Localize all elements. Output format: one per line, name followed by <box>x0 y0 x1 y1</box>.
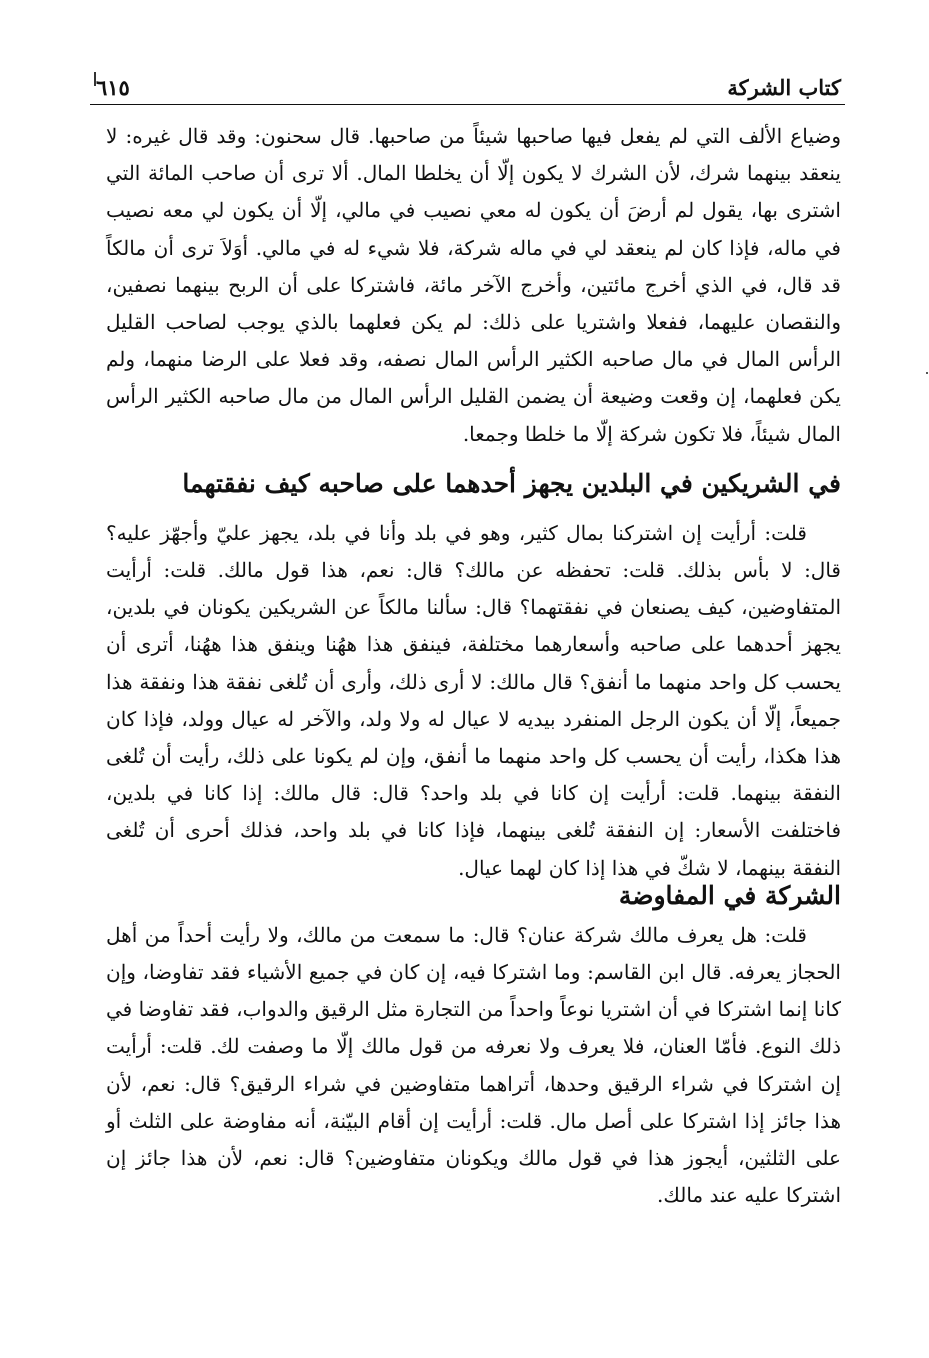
section-heading-partners-two-countries: في الشريكين في البلدين يجهز أحدهما على صاحبه كيف نفقتهما <box>182 468 841 498</box>
margin-tick-mark <box>94 72 96 86</box>
header-divider <box>90 104 845 105</box>
paragraph-continuation: وضياع الألف التي لم يفعل فيها صاحبها شيئاً من صاحبها. قال سحنون: وقد قال غيره: لا ينعقد بينهما شرك، لأن الشرك لا يكون إلّا أن يخلطا المال. ألا ترى أن صاحب المائة التي اشترى بها، يقول لم أرضَ أن يكون له معي نصيب في مالي، إلّا أن يكون لي معه نصيب في ماله، فإذا كان لم ينعقد لي في ماله شركة، فلا شيء له في مالي. أوَلاَ ترى أن مالكاً قد قال، في الذي أخرج مائتين، وأخرج الآخر مائة، فاشتركا على أن الربح بينهما نصفين، والنقصان عليهما، ففعلا واشتريا على ذلك: لم يكن فعلهما بالذي يوجب لصاحب القليل الرأس المال في مال صاحبه الكثير الرأس المال نصفه، وقد فعلا على الرضا منهما، ولم يكن فعلهما، إن وقعت وضيعة أن يضمن القليل الرأس المال من مال صاحبه الكثير الرأس المال شيئاً، فلا تكون شركة إلّا ما خلطا وجمعا. <box>106 124 841 446</box>
paragraph-partners-expenses: قلت: أرأيت إن اشتركنا بمال كثير، وهو في بلد وأنا في بلد، يجهز عليّ وأجهّز عليه؟ قال: لا بأس بذلك. قلت: تحفظه عن مالك؟ قال: نعم، هذا قول مالك. قلت: أرأيت المتفاوضين، كيف يصنعان في نفقتهما؟ قال: سألنا مالكاً عن الشريكين يكونان في بلدين، يجهز أحدهما على صاحبه وأسعارهما مختلفة، فينفق هذا ههُنا وينفق هذا ههُنا، أترى أن يحسب كل واحد منهما ما أنفق؟ قال مالك: لا أرى ذلك، وأرى أن تُلغى نفقة هذا ونفقة هذا جميعاً، إلّا أن يكون الرجل المنفرد بيديه لا عيال له ولا ولد، والآخر له عيال وولد، فإذا كان هذا هكذا، رأيت أن يحسب كل واحد منهما ما أنفق، وإن لم يكونا على ذلك، رأيت أن تُلغى النفقة بينهما. قلت: أرأيت إن كانا في بلد واحد؟ قال: قال مالك: إذا كانا في بلدين، فاختلفت الأسعار: إن النفقة تُلغى بينهما، فإذا كانا في بلد واحد، فذلك أحرى أن تُلغى النفقة بينهما، لا شكّ في هذا إذا كان لهما عيال. <box>106 520 841 880</box>
section-heading-mufawada: الشركة في المفاوضة <box>618 880 841 910</box>
paragraph-mufawada: قلت: هل يعرف مالك شركة عنان؟ قال: ما سمعت من مالك، ولا رأيت أحداً من أهل الحجاز يعرفه. قال ابن القاسم: وما اشتركا فيه، إن كان في جميع الأشياء فقد تفاوضا، وإن كانا إنما اشتركا في أن اشتريا نوعاً واحداً من التجارة مثل الرقيق والدواب، فقد تفاوضا في ذلك النوع. فأمّا العنان، فلا يعرف ولا نعرفه من قول مالك إلّا ما وصفت لك. قلت: أرأيت إن اشتركا في شراء الرقيق وحدها، أتراهما متفاوضين في شراء الرقيق؟ قال: نعم، لأن هذا جائز إذا اشتركا على أصل مال. قلت: أرأيت إن أقام البيّنة، أنه مفاوضة على الثلث أو على الثلثين، أيجوز هذا في قول مالك ويكونان متفاوضين؟ قال: نعم، لأن هذا جائز إن اشتركا عليه عند مالك. <box>106 922 841 1208</box>
book-title: كتاب الشركة <box>727 75 841 100</box>
scan-speck <box>926 372 928 374</box>
page-body <box>106 118 841 1214</box>
page-header <box>96 62 841 104</box>
page-number: ٦١٥ <box>96 75 130 100</box>
